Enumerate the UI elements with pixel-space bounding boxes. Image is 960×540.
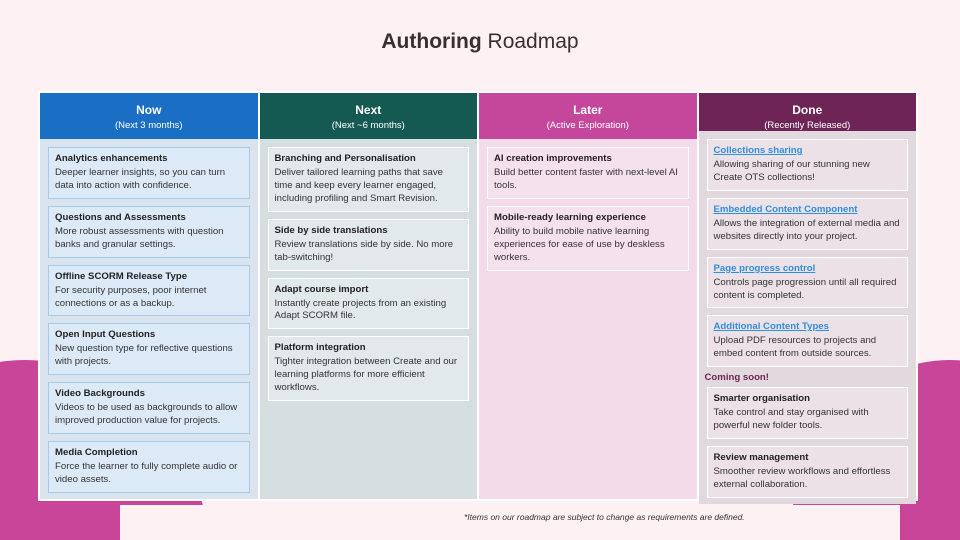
roadmap-card <box>268 336 470 401</box>
column-subheading: (Recently Released) <box>764 120 851 131</box>
card-description: Review translations side by side. No more tab-switching! <box>274 238 454 263</box>
card-title: Offline SCORM Release Type <box>55 270 188 282</box>
column-now <box>40 93 258 499</box>
roadmap-card <box>487 147 689 199</box>
card-title: AI creation improvements <box>494 153 612 164</box>
column-header-now <box>40 93 258 139</box>
column-done <box>699 93 917 499</box>
column-body-later <box>479 139 697 499</box>
column-subheading: (Next ~6 months) <box>331 120 405 131</box>
card-title: Review management <box>713 452 809 464</box>
column-body-next <box>260 139 478 499</box>
card-description: Force the learner to fully complete audio or video assets. <box>55 461 238 485</box>
card-description: Build better content faster with next-level AI tools. <box>494 166 678 191</box>
card-description: Tighter integration between Create and our learning platforms for more efficient workflows. <box>274 356 458 394</box>
card-title: Platform integration <box>274 342 366 354</box>
footnote: *Items on our roadmap are subject to change as requirements are defined. <box>464 512 745 522</box>
roadmap-card <box>487 206 689 271</box>
card-description: New question type for reflective questions with projects. <box>55 343 233 368</box>
roadmap-card <box>707 387 909 439</box>
card-description: Allows the integration of external media and websites directly into your project. <box>713 217 900 242</box>
page-title <box>0 30 960 54</box>
roadmap-card <box>268 147 470 212</box>
card-description: Smoother review workflows and effortless external collaboration. <box>713 466 891 490</box>
card-description: More robust assessments with question banks and granular settings. <box>55 225 224 250</box>
roadmap-card <box>707 139 909 191</box>
roadmap-card <box>268 219 470 271</box>
card-description: Deliver tailored learning paths that save time and keep every learner engaged, including profiling and Smart Revision. <box>274 166 444 204</box>
column-later <box>479 93 697 499</box>
background-strip <box>120 505 900 540</box>
card-description: Allowing sharing of our stunning new Create OTS collections! <box>713 158 870 183</box>
roadmap-card <box>268 278 470 330</box>
card-title: Analytics enhancements <box>55 153 168 164</box>
roadmap-card <box>48 265 250 317</box>
card-description: Videos to be used as backgrounds to allow improved production value for projects. <box>55 402 238 427</box>
column-heading: Later <box>573 103 603 117</box>
card-description: Upload PDF resources to projects and embed content from outside sources. <box>713 335 877 360</box>
card-title: Video Backgrounds <box>55 388 145 400</box>
roadmap-card <box>48 206 250 258</box>
roadmap-card <box>707 198 909 250</box>
column-body-done <box>699 131 917 504</box>
roadmap-card <box>48 147 250 199</box>
column-subheading: (Active Exploration) <box>546 120 629 131</box>
column-header-done <box>699 93 917 131</box>
card-title: Branching and Personalisation <box>274 153 416 164</box>
card-title: Questions and Assessments <box>55 211 186 223</box>
column-header-later <box>479 93 697 139</box>
column-subheading: (Next 3 months) <box>114 120 183 131</box>
card-title-link[interactable]: Collections sharing <box>713 145 803 156</box>
card-title: Adapt course import <box>274 283 369 295</box>
title-rest: Roadmap <box>481 30 579 53</box>
column-heading: Now <box>136 103 162 117</box>
column-heading: Next <box>355 103 382 117</box>
card-title: Mobile-ready learning experience <box>494 211 646 223</box>
card-title-link[interactable]: Additional Content Types <box>713 321 829 333</box>
column-heading: Done <box>792 103 823 117</box>
coming-soon-label: Coming soon! <box>704 372 769 384</box>
roadmap-card <box>707 257 909 309</box>
card-title-link[interactable]: Embedded Content Component <box>713 203 858 215</box>
roadmap-card <box>707 446 909 498</box>
card-title: Side by side translations <box>274 224 388 236</box>
card-title-link[interactable]: Page progress control <box>713 262 816 274</box>
roadmap-card <box>48 323 250 375</box>
column-body-now <box>40 139 258 499</box>
card-title: Open Input Questions <box>55 329 156 341</box>
card-description: Controls page progression until all required content is completed. <box>713 276 897 301</box>
column-header-next <box>260 93 478 139</box>
column-next <box>260 93 478 499</box>
card-description: Ability to build mobile native learning experiences for ease of use by deskless workers. <box>494 225 665 263</box>
roadmap-card <box>48 382 250 434</box>
card-title: Media Completion <box>55 447 138 459</box>
card-description: Deeper learner insights, so you can turn data into action with confidence. <box>55 166 226 191</box>
card-description: Take control and stay organised with powerful new folder tools. <box>713 407 869 432</box>
roadmap-card <box>48 441 250 493</box>
roadmap-card <box>707 315 909 367</box>
roadmap-board <box>38 91 918 501</box>
title-bold: Authoring <box>381 30 482 53</box>
card-description: Instantly create projects from an existing Adapt SCORM file. <box>274 297 447 322</box>
card-description: For security purposes, poor internet connections or as a backup. <box>55 284 207 309</box>
card-title: Smarter organisation <box>713 393 810 405</box>
